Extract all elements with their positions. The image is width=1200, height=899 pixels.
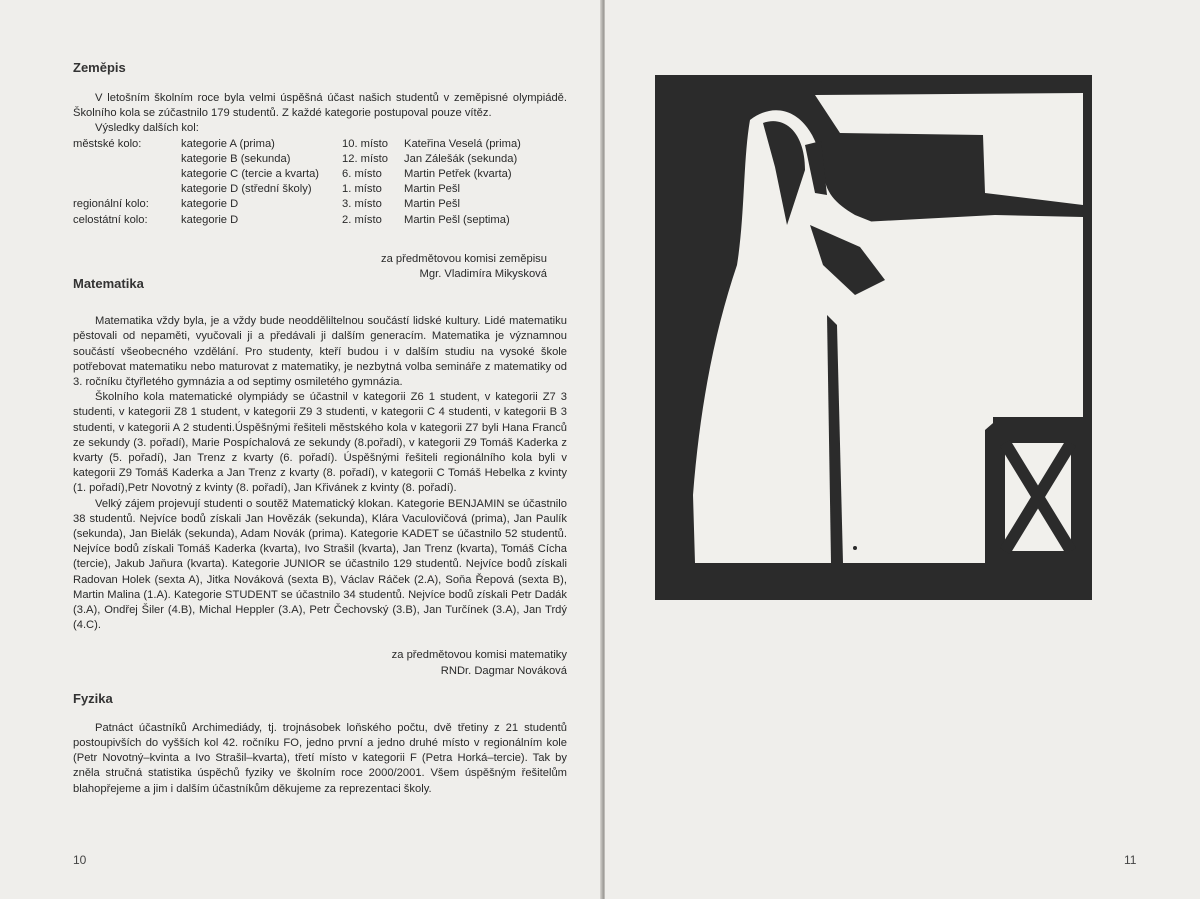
- results-row: [73, 197, 567, 212]
- matematika-signature-name: RNDr. Dagmar Nováková: [440, 664, 567, 677]
- results-cell-name: Jan Zálešák (sekunda): [404, 152, 518, 165]
- matematika-paragraph-2: Školního kola matematické olympiády se účastnil v kategorii Z6 1 student, v kategorii Z7 3 studenti, v kategorii Z8 1 student, v kategorii Z9 3 studenti, v kategorii C 4 studenti, v kategorii B 3 studenti, v kategorii A 2 studenti.Úspěšnými řešiteli městského kola v kategorii Z7 byli Hana Franců ze sekundy (3. pořadí), Marie Pospíchalová ze sekundy (8.pořadí), v kategorii Z9 Tomáš Kaderka z kvarty (5. pořadí), Jan Trenz z kvarty (6. pořadí). Úspěšnými řešiteli regionálního kola byli v kategorii Z9 Tomáš Kaderka a Jan Trenz z kvarty (8. pořadí), v kategorii C Tomáš Hebelka z kvinty (1. pořadí),Petr Novotný z kvinty (8. pořadí), Jan Křivánek z kvinty (8. pořadí).: [73, 391, 567, 495]
- results-cell-round: [73, 167, 181, 182]
- page-number-right: 11: [1124, 853, 1137, 867]
- results-row: [73, 137, 567, 152]
- section-title-fyzika: Fyzika: [73, 690, 113, 706]
- results-row: [73, 167, 567, 182]
- results-cell-round: [73, 182, 181, 197]
- zemepis-intro: V letošním školním roce byla velmi úspěšná účast našich studentů v zeměpisné olympiádě. Školního kola se zúčastnilo 179 studentů. Z každé kategorie postupoval pouze vítěz.: [73, 92, 567, 120]
- matematika-signature-line-1: za předmětovou komisi matematiky: [391, 649, 567, 662]
- zemepis-results-table: [73, 137, 567, 228]
- results-cell-category: kategorie B (sekunda): [181, 152, 291, 165]
- spacer: [73, 679, 567, 691]
- left-page-content: [73, 60, 567, 797]
- results-cell-round: městské kolo:: [73, 137, 142, 150]
- matematika-paragraph-1: Matematika vždy byla, je a vždy bude neodděliltelnou součástí lidské kultury. Lidé matematiku pěstovali od nepaměti, vyučovali ji a předávali ji dalším generacím. Matematika je významnou součástí všeobecného vzdělání. Pro studenty, kteří budou i v dalším studiu na vysoké škole potřebovat matematiku nebo maturovat z matematiky, je nezbytná volba semináře z matematiky od 3. ročníku čtyřletého gymnázia a od septimy osmiletého gymnázia.: [73, 315, 567, 388]
- results-cell-place: 3. místo: [342, 198, 382, 211]
- results-cell-place: 1. místo: [342, 183, 382, 196]
- zemepis-signature-line-1: za předmětovou komisi zeměpisu: [380, 252, 547, 265]
- results-cell-category: kategorie A (prima): [181, 137, 275, 150]
- results-cell-name: Martin Pešl (septima): [404, 213, 510, 226]
- spacer: [73, 228, 567, 252]
- stool-seat: [993, 417, 1083, 433]
- results-cell-category: kategorie D: [181, 213, 239, 226]
- results-cell-place: 2. místo: [342, 213, 382, 226]
- results-row: [73, 182, 567, 197]
- results-cell-category: kategorie C (tercie a kvarta): [181, 167, 320, 180]
- spacer: [73, 707, 567, 721]
- spacer: [73, 76, 567, 91]
- results-row: [73, 152, 567, 167]
- linocut-illustration: [655, 75, 1092, 600]
- section-title-matematika: Matematika: [73, 276, 144, 292]
- results-cell-category: kategorie D: [181, 198, 239, 211]
- right-page: [605, 0, 1200, 899]
- fyzika-paragraph-1: Patnáct účastníků Archimediády, tj. trojnásobek loňského počtu, dvě třetiny z 21 studentů postoupivších do vyšších kol 42. ročníku FO, jedno první a jedno druhé místo v regionálním kole (Petr Novotný–kvinta a Ivo Strašil–kvarta), třetí místo v kategorii F (Petra Horká–tercie). Tak by zněla stručná statistika úspěchů fyziky ve školním roce 2000/2001. Všem úspěšným řešitelům blahopřejeme a jim i dalším účastníkům děkujeme za reprezentaci školy.: [73, 721, 567, 795]
- spacer: [73, 633, 567, 648]
- results-row: [73, 213, 567, 228]
- results-cell-round: [73, 152, 181, 167]
- results-cell-place: 6. místo: [342, 167, 382, 180]
- zemepis-signature-name: Mgr. Vladimíra Mikysková: [419, 267, 547, 280]
- results-cell-place: 12. místo: [342, 152, 389, 165]
- results-cell-name: Martin Petřek (kvarta): [404, 167, 512, 180]
- page-number-left: 10: [73, 853, 87, 867]
- spacer: [73, 292, 567, 314]
- results-cell-place: 10. místo: [342, 137, 389, 150]
- matematika-paragraph-3: Velký zájem projevují studenti o soutěž Matematický klokan. Kategorie BENJAMIN se účastnilo 38 studentů. Nejvíce bodů získali Jan Hovězák (sekunda), Klára Vaculovičová (prima), Jan Paulík (sekunda), Jan Bielák (sekunda), Adam Novák (prima). Kategorie KADET se účastnilo 52 studentů. Nejvíce bodů získali Tomáš Kaderka (kvarta), Ivo Strašil (kvarta), Jan Trenz (kvarta), Tomáš Cícha (tercie), Jakub Jaňura (kvarta). Kategorie JUNIOR se účastnilo 129 studentů. Nejvíce bodů získali Radovan Holek (sexta A), Jitka Nováková (sexta B), Václav Ráček (2.A), Soňa Řepová (sexta B), Martin Malina (1.A). Kategorie STUDENT se účastnilo 34 studentů. Nejvíce bodů získali Petr Dadák (3.A), Ondřej Šiler (4.B), Michal Heppler (3.A), Petr Čechovský (3.B), Jan Turčínek (3.A), Jan Trdý (4.C).: [73, 497, 567, 632]
- small-dot-mark: [853, 546, 857, 550]
- results-cell-name: Martin Pešl: [404, 183, 460, 196]
- results-cell-round: celostátní kolo:: [73, 213, 148, 226]
- results-cell-name: Kateřina Veselá (prima): [404, 137, 521, 150]
- results-cell-name: Martin Pešl: [404, 198, 460, 211]
- section-title-zemepis: Zeměpis: [73, 60, 126, 75]
- results-cell-round: regionální kolo:: [73, 198, 149, 211]
- results-cell-category: kategorie D (střední školy): [181, 183, 312, 196]
- zemepis-results-heading: Výsledky dalších kol:: [95, 122, 199, 135]
